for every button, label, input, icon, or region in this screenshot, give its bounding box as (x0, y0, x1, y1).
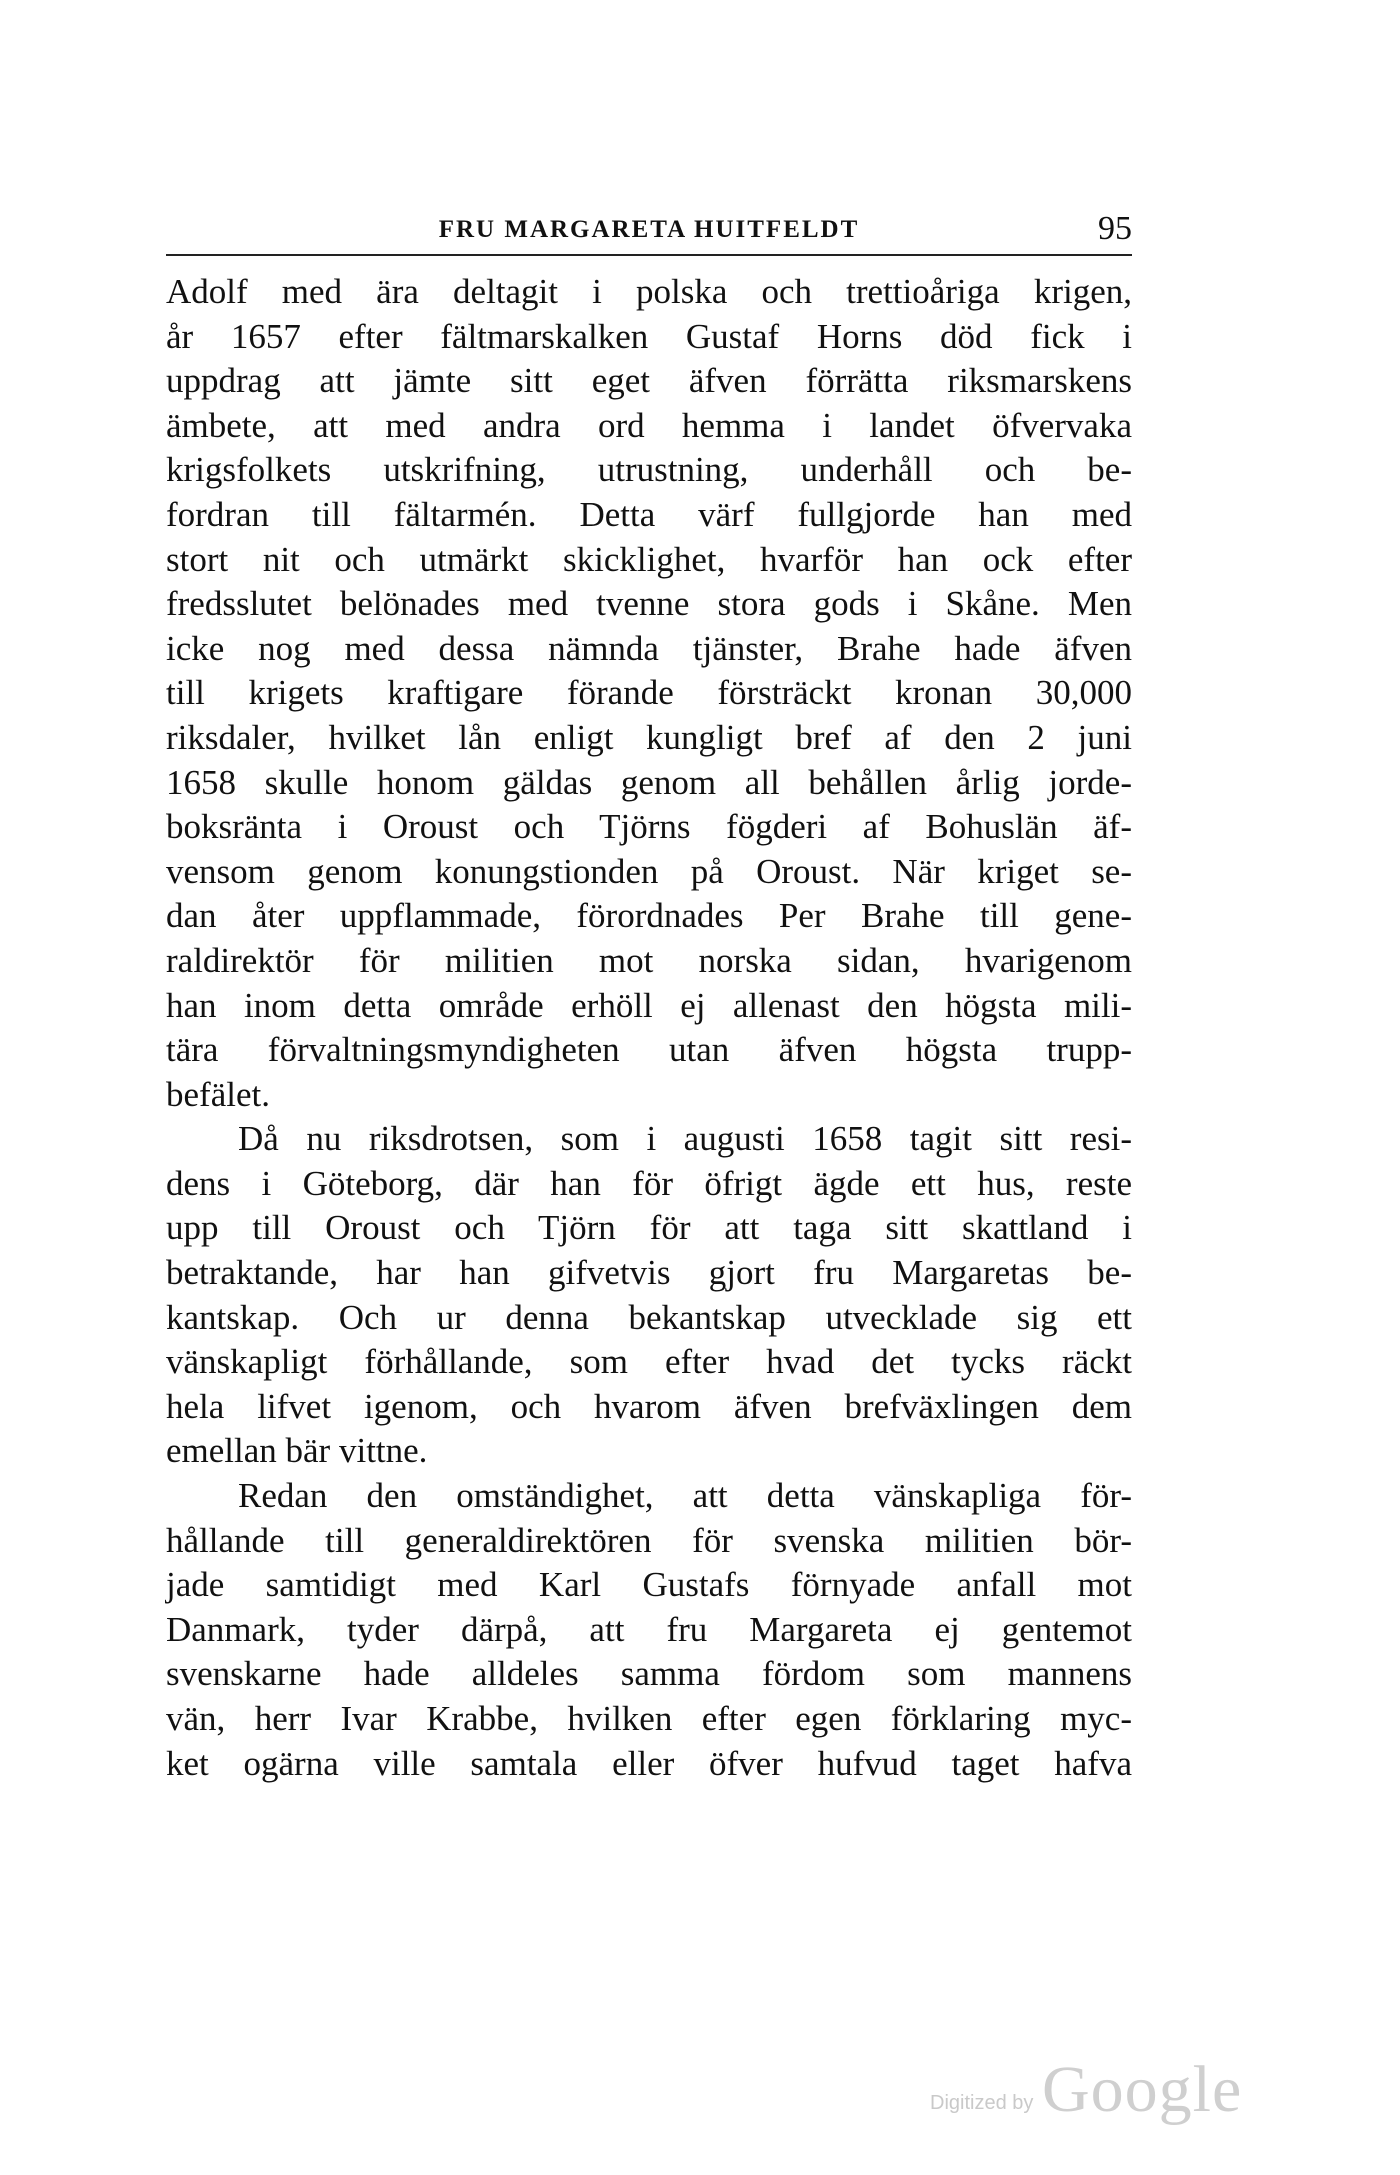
text-line: uppdrag att jämte sitt eget äfven förrätta riksmarskens (166, 361, 1132, 401)
text-line: raldirektör för militien mot norska sidan, hvarigenom (166, 940, 1132, 980)
text-line: vänskapligt förhållande, som efter hvad det tycks räckt (166, 1342, 1132, 1382)
text-line: ket ogärna ville samtala eller öfver hufvud taget hafva (166, 1743, 1132, 1783)
paragraph-end-line: emellan bär vittne. (166, 1431, 428, 1471)
text-line: dan åter uppflammade, förordnades Per Brahe till gene- (166, 896, 1132, 936)
paragraph-end-line: befälet. (166, 1074, 270, 1114)
text-line: jade samtidigt med Karl Gustafs förnyade anfall mot (166, 1565, 1132, 1605)
text-line: fredsslutet belönades med tvenne stora gods i Skåne. Men (166, 584, 1132, 624)
text-line: han inom detta område erhöll ej allenast den högsta mili- (166, 985, 1132, 1025)
text-line: Adolf med ära deltagit i polska och trettioåriga krigen, (166, 272, 1132, 311)
text-line: icke nog med dessa nämnda tjänster, Brahe hade äfven (166, 628, 1132, 668)
text-line: svenskarne hade alldeles samma fördom som mannens (166, 1654, 1132, 1694)
text-line: vän, herr Ivar Krabbe, hvilken efter egen förklaring myc- (166, 1699, 1132, 1738)
page-number: 95 (1098, 210, 1132, 247)
text-line: boksränta i Oroust och Tjörns fögderi af Bohuslän äf- (166, 807, 1132, 847)
text-line: riksdaler, hvilket lån enligt kungligt bref af den 2 juni (166, 717, 1132, 757)
running-head (166, 210, 1132, 258)
google-watermark (930, 2050, 1243, 2130)
paragraph-start-line: Då nu riksdrotsen, som i augusti 1658 tagit sitt resi- (238, 1119, 1132, 1159)
paragraph-start-line: Redan den omständighet, att detta vänskapliga för- (238, 1476, 1132, 1516)
text-line: till krigets kraftigare förande försträckt kronan 30,000 (166, 673, 1132, 713)
text-line: tära förvaltningsmyndigheten utan äfven högsta trupp- (166, 1030, 1132, 1070)
running-title: FRU MARGARETA HUITFELDT (438, 216, 860, 243)
text-line: ämbete, att med andra ord hemma i landet öfvervaka (166, 405, 1132, 445)
text-line: hållande till generaldirektören för svenska militien bör- (166, 1520, 1132, 1560)
header-rule (166, 254, 1132, 256)
text-line: kantskap. Och ur denna bekantskap utvecklade sig ett (166, 1297, 1132, 1337)
text-line: vensom genom konungstionden på Oroust. När kriget se- (166, 851, 1132, 891)
text-line: stort nit och utmärkt skicklighet, hvarför han ock efter (166, 539, 1132, 579)
text-line: fordran till fältarmén. Detta värf fullgjorde han med (166, 494, 1132, 534)
text-line: hela lifvet igenom, och hvarom äfven brefväxlingen dem (166, 1386, 1132, 1426)
body-text (166, 270, 1132, 1786)
text-line: år 1657 efter fältmarskalken Gustaf Horns död fick i (166, 316, 1132, 356)
text-line: 1658 skulle honom gäldas genom all behållen årlig jorde- (166, 762, 1132, 802)
text-line: dens i Göteborg, där han för öfrigt ägde ett hus, reste (166, 1163, 1132, 1203)
text-line: krigsfolkets utskrifning, utrustning, underhåll och be- (166, 450, 1132, 490)
google-logo: Google (1042, 2053, 1243, 2126)
watermark-digitized-label: Digitized by (930, 2092, 1034, 2114)
text-line: betraktande, har han gifvetvis gjort fru Margaretas be- (166, 1253, 1132, 1293)
text-line: Danmark, tyder därpå, att fru Margareta ej gentemot (166, 1609, 1132, 1649)
text-line: upp till Oroust och Tjörn för att taga sitt skattland i (166, 1208, 1132, 1248)
